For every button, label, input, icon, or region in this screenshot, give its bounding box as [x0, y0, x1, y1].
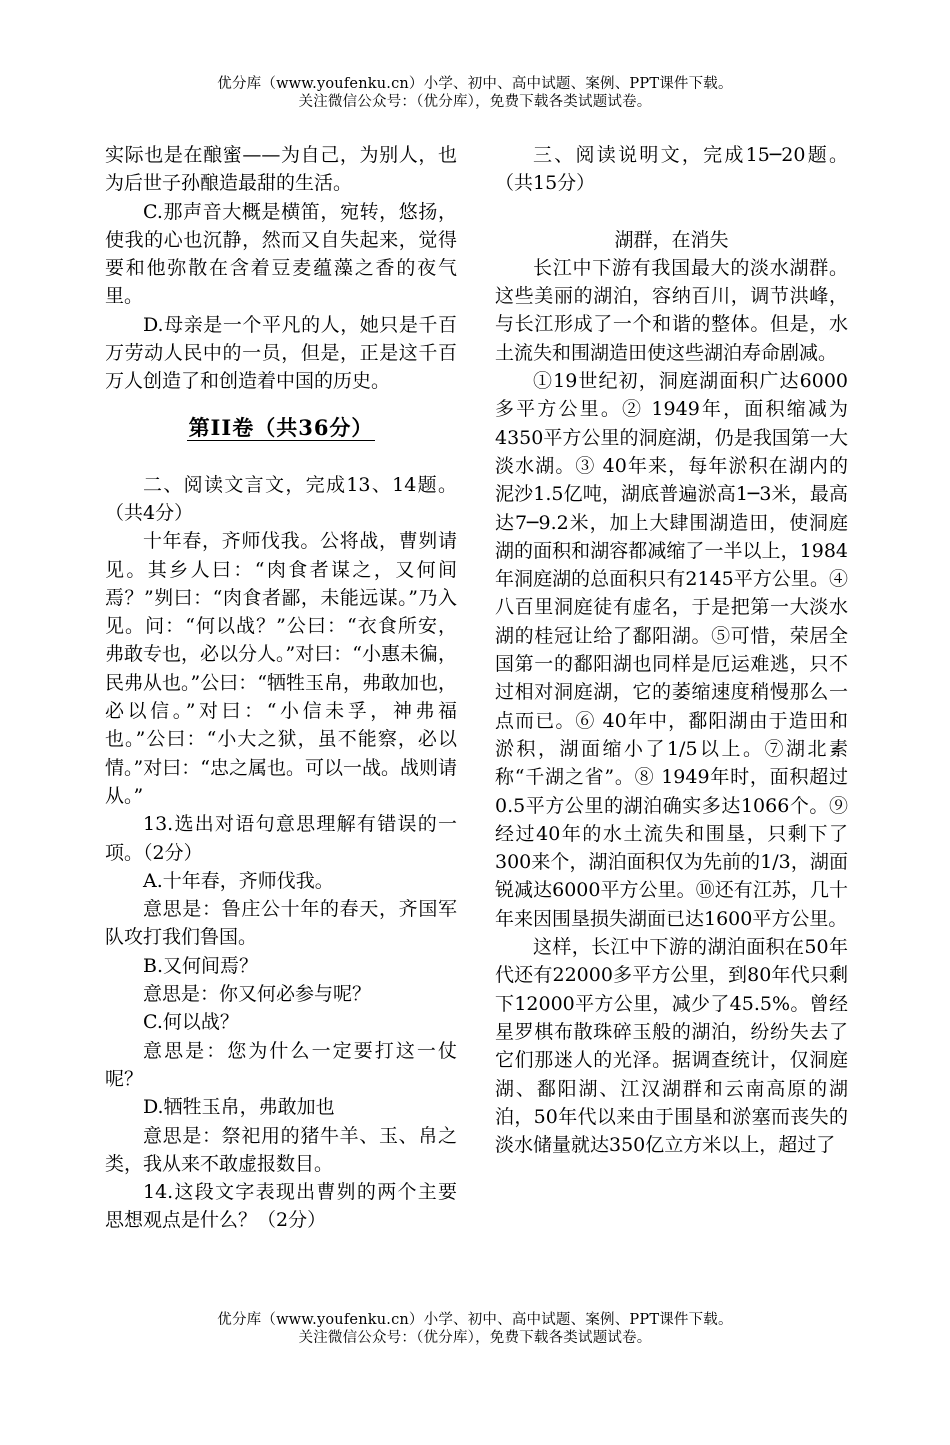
article-paragraph-2: ①19世纪初，洞庭湖面积广达6000多平方公里。② 1949年，面积缩减为4350平方公里的洞庭湖，仍是我国第一大淡水湖。③ 40年来，每年淤积在湖内的泥沙1.5亿吨，湖底普遍淤高1─3米，最高达7─9.2米，加上大肆围湖造田，使洞庭湖的面积和湖容都减缩了一半以上，1984年洞庭湖的总面积只有2145平方公里。④八百里洞庭徒有虚名，于是把第一大淡水湖的桂冠让给了鄱阳湖。⑤可惜，荣居全国第一的鄱阳湖也同样是厄运难逃，只不过相对洞庭湖，它的萎缩速度稍慢那么一点而已。⑥ 40年中，鄱阳湖由于造田和淤积，湖面缩小了1/5以上。⑦湖北素称“千湖之省”。⑧ 1949年时，面积超过0.5平方公里的湖泊确实多达1066个。⑨经过40年的水土流失和围垦，只剩下了300来个，湖泊面积仅为先前的1/3，湖面锐减达6000平方公里。⑩还有江苏，几十年来因围垦损失湖面已达1600平方公里。: [495, 370, 848, 930]
spacer: [105, 443, 457, 471]
footer-line-1: 优分库（www.youfenku.cn）小学、初中、高中试题、案例、PPT课件下载。: [217, 1312, 733, 1328]
spacer: [495, 198, 848, 226]
q13-option-a-meaning: 意思是：鲁庄公十年的春天，齐国军队攻打我们鲁国。: [105, 898, 457, 949]
q13-option-b: B.又何间焉？: [143, 954, 259, 977]
question-13: 13.选出对语句意思理解有错误的一项。（2分）: [105, 813, 457, 864]
q13-option-c: C.何以战？: [143, 1011, 239, 1034]
article-paragraph-1: 长江中下游有我国最大的淡水湖群。这些美丽的湖泊，容纳百川，调节洪峰，与长江形成了一个和谐的整体。但是，水土流失和围湖造田使这些湖泊寿命剧减。: [495, 256, 848, 364]
option-c: C.那声音大概是横笛，宛转，悠扬，使我的心也沉静，然而又自失起来，觉得要和他弥散在含着豆麦蕴藻之香的夜气里。: [105, 200, 457, 308]
question-heading-classical: 二、阅读文言文，完成13、14题。（共4分）: [105, 473, 457, 524]
article-title: 湖群，在消失: [614, 228, 729, 251]
page-header: [0, 75, 950, 111]
q13-option-a: A.十年春，齐师伐我。: [143, 869, 334, 892]
section-title: [105, 413, 457, 443]
question-heading-expository: 三、阅读说明文，完成15─20题。（共15分）: [495, 144, 848, 195]
option-b-continuation: 实际也是在酿蜜——为自己，为别人，也为后世子孙酿造最甜的生活。: [105, 144, 457, 195]
header-line-2: 关注微信公众号：（优分库），免费下载各类试题试卷。: [298, 94, 652, 110]
section-title-text: 第II卷（共36分）: [188, 414, 374, 440]
q13-option-c-meaning: 意思是：您为什么一定要打这一仗呢？: [105, 1039, 457, 1090]
question-14: 14.这段文字表现出曹刿的两个主要思想观点是什么？（2分）: [105, 1181, 457, 1232]
option-d: D.母亲是一个平凡的人，她只是千百万劳动人民中的一员，但是，正是这千百万人创造了和创造着中国的历史。: [105, 313, 457, 393]
article-paragraph-3: 这样，长江中下游的湖泊面积在50年代还有22000多平方公里，到80年代只剩下12000平方公里，减少了45.5%。曾经星罗棋布散珠碎玉般的湖泊，纷纷失去了它们那迷人的光泽。据调查统计，仅洞庭湖、鄱阳湖、江汉湖群和云南高原的湖泊，50年代以来由于围垦和淤塞而丧失的淡水储量就达350亿立方米以上，超过了: [495, 936, 848, 1157]
classical-passage: 十年春，齐师伐我。公将战，曹刿请见。其乡人曰：“肉食者谋之，又何间焉？”刿曰：“肉食者鄙，未能远谋。”乃入见。问：“何以战？”公曰：“衣食所安，弗敢专也，必以分人。”对曰：“小惠未徧，民弗从也。”公曰：“牺牲玉帛，弗敢加也，必以信。”对曰：“小信未孚，神弗福也。”公曰：“小大之狱，虽不能察，必以情。”对曰：“忠之属也。可以一战。战则请从。”: [105, 530, 457, 807]
page-footer: [0, 1311, 950, 1347]
q13-option-d: D.牺牲玉帛，弗敢加也: [143, 1096, 335, 1119]
q13-option-b-meaning: 意思是：你又何必参与呢？: [143, 983, 372, 1006]
q13-option-d-meaning: 意思是：祭祀用的猪牛羊、玉、帛之类，我从来不敢虚报数目。: [105, 1124, 457, 1175]
header-line-1: 优分库（www.youfenku.cn）小学、初中、高中试题、案例、PPT课件下载。: [217, 76, 733, 92]
right-column: [495, 141, 848, 1159]
footer-line-2: 关注微信公众号：（优分库），免费下载各类试题试卷。: [298, 1330, 652, 1346]
left-column: [105, 141, 457, 1235]
